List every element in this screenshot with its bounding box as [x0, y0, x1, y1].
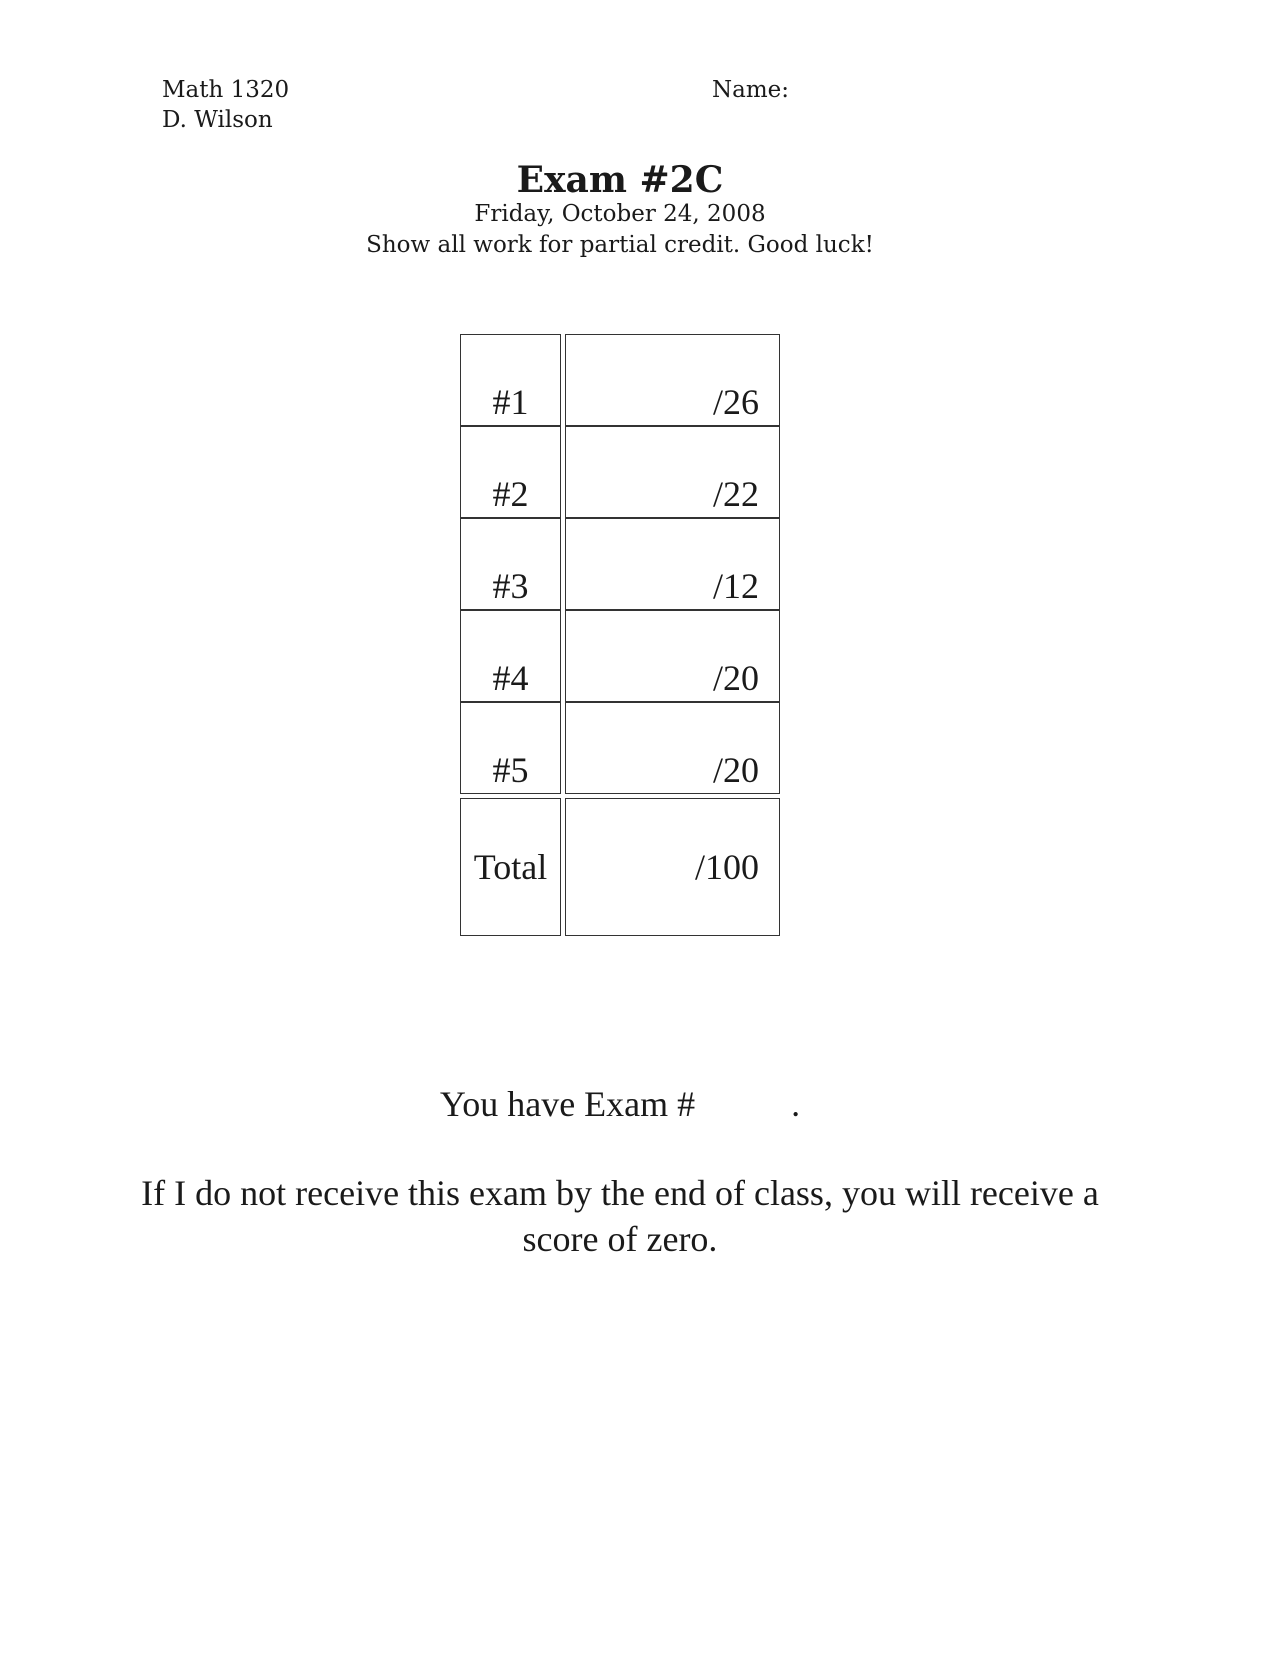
- points-cell: [565, 518, 780, 610]
- points-label: /20: [712, 658, 759, 698]
- exam-number-suffix: .: [791, 1084, 801, 1124]
- score-row-2: [460, 426, 780, 518]
- score-row-4: [460, 610, 780, 702]
- problem-label: #2: [492, 474, 529, 514]
- points-label: /22: [712, 474, 759, 514]
- total-label: Total: [473, 847, 548, 887]
- instructor-label: D. Wilson: [162, 107, 273, 133]
- points-cell: [565, 610, 780, 702]
- problem-cell: [460, 334, 561, 426]
- total-points: /100: [694, 847, 759, 887]
- exam-title: Exam #2C: [516, 159, 724, 201]
- points-label: /12: [712, 566, 759, 606]
- problem-cell: [460, 518, 561, 610]
- total-points-cell: [565, 798, 780, 936]
- name-label: Name:: [712, 77, 790, 103]
- score-row-1: [460, 334, 780, 426]
- exam-instructions: Show all work for partial credit. Good luck!: [366, 232, 874, 258]
- score-row-5: [460, 702, 780, 794]
- score-row-total: [460, 798, 780, 936]
- course-label: Math 1320: [162, 77, 290, 103]
- points-cell: [565, 702, 780, 794]
- total-label-cell: [460, 798, 561, 936]
- exam-number-prefix: You have Exam #: [439, 1084, 696, 1124]
- exam-date: Friday, October 24, 2008: [474, 201, 766, 227]
- problem-cell: [460, 610, 561, 702]
- problem-label: #3: [492, 566, 529, 606]
- problem-label: #1: [492, 382, 529, 422]
- problem-cell: [460, 426, 561, 518]
- points-cell: [565, 426, 780, 518]
- problem-cell: [460, 702, 561, 794]
- problem-label: #4: [492, 658, 529, 698]
- warning-text: If I do not receive this exam by the end of class, you will receive a score of zero.: [141, 1173, 1099, 1259]
- score-row-3: [460, 518, 780, 610]
- exam-number-line: [0, 1082, 1240, 1126]
- problem-label: #5: [492, 750, 529, 790]
- points-cell: [565, 334, 780, 426]
- points-label: /20: [712, 750, 759, 790]
- points-label: /26: [712, 382, 759, 422]
